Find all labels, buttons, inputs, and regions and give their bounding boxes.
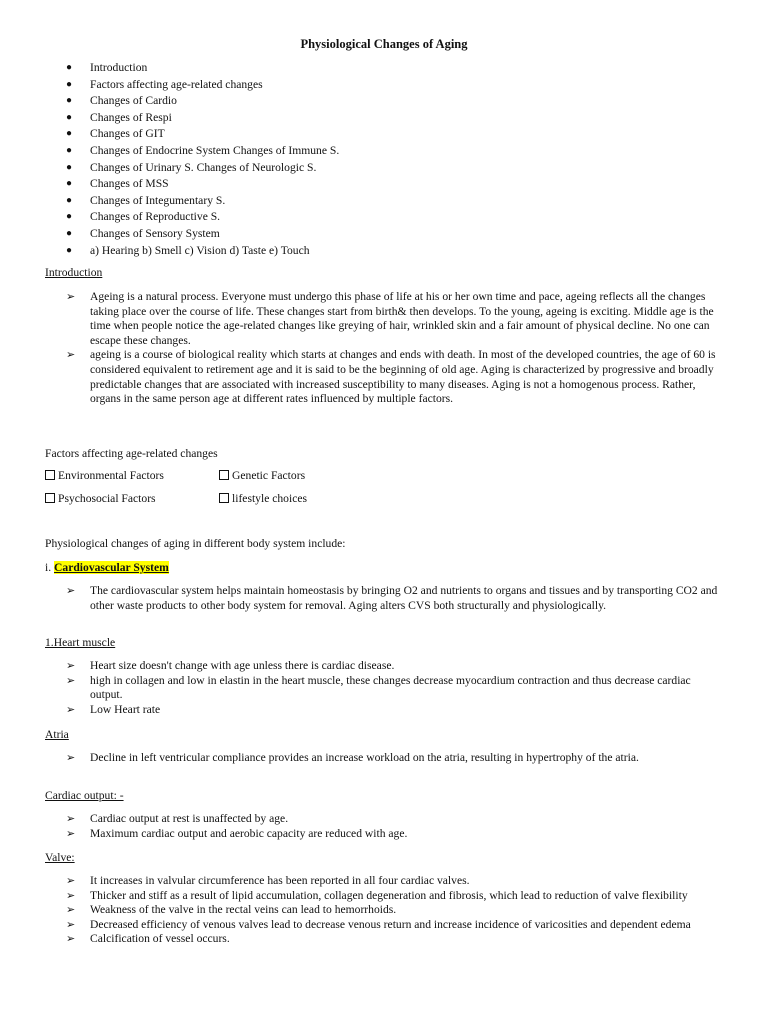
list-item: ➢ The cardiovascular system helps maintain homeostasis by bringing O2 and nutrients to organs and tissues and by transporting CO2 and other waste products to other body system for removal. Aging alters CVS both structurally and physiologically. [66, 584, 718, 612]
list-item: ● Changes of MSS [66, 176, 716, 193]
bullet-icon: ● [66, 144, 73, 156]
list-item: ➢ high in collagen and low in elastin in the heart muscle, these changes decrease myocardium contraction and thus decrease cardiac output. [66, 673, 691, 702]
systems-intro: Physiological changes of aging in different body system include: [45, 537, 346, 550]
list-item: ➢ Weakness of the valve in the rectal veins can lead to hemorrhoids. [66, 903, 397, 917]
list-item: ➢ Heart size doesn't change with age unless there is cardiac disease. [66, 659, 395, 672]
arrow-bullet-icon: ➢ [66, 918, 76, 931]
factor-item: Genetic Factors [219, 469, 305, 483]
arrow-bullet-icon: ➢ [66, 904, 76, 917]
valve-list [66, 874, 726, 947]
list-item: ● Changes of GIT [66, 126, 716, 143]
factor-item: Environmental Factors [45, 469, 164, 483]
list-item: ➢ Cardiac output at rest is unaffected by age. [66, 812, 289, 825]
bullet-icon: ● [66, 128, 73, 140]
bullet-icon: ● [66, 78, 73, 90]
heart-muscle-heading: 1.Heart muscle [45, 636, 116, 649]
list-item: ➢ Decreased efficiency of venous valves lead to decrease venous return and increase incidence of varicosities and dependent edema [66, 917, 691, 931]
atria-heading: Atria [45, 728, 69, 741]
arrow-bullet-icon: ➢ [66, 291, 76, 303]
bullet-icon: ● [66, 161, 73, 173]
list-item: ● Factors affecting age-related changes [66, 77, 716, 94]
bullet-icon: ● [66, 62, 73, 73]
list-item: ● Changes of Sensory System [66, 226, 716, 243]
arrow-bullet-icon: ➢ [66, 703, 76, 716]
cardiac-output-list [66, 812, 726, 841]
heart-muscle-list [66, 659, 726, 717]
intro-paragraphs [66, 290, 726, 407]
checkbox-icon [219, 493, 229, 503]
arrow-bullet-icon: ➢ [66, 585, 76, 597]
section-heading-introduction: Introduction [45, 266, 103, 279]
bullet-icon: ● [66, 211, 73, 223]
factor-item: lifestyle choices [219, 492, 307, 506]
bullet-icon: ● [66, 194, 73, 206]
list-item: ● Changes of Cardio [66, 93, 716, 110]
atria-list [66, 751, 726, 766]
cardiac-output-heading: Cardiac output: - [45, 789, 124, 802]
factors-heading: Factors affecting age-related changes [45, 447, 218, 460]
list-item: ➢ Decline in left ventricular compliance provides an increase workload on the atria, resulting in hypertrophy of the atria. [66, 751, 639, 764]
outline-list [66, 60, 716, 259]
list-item: ● Changes of Respi [66, 110, 716, 127]
list-item: ➢ Low Heart rate [66, 702, 161, 716]
list-item: ● Changes of Urinary S. Changes of Neurologic S. [66, 160, 716, 177]
bullet-icon: ● [66, 178, 73, 190]
list-item: ● Changes of Integumentary S. [66, 193, 716, 210]
list-item: ➢ Calcification of vessel occurs. [66, 932, 230, 946]
list-item: ➢ Ageing is a natural process. Everyone must undergo this phase of life at his or her own time and pace, ageing reflects all the changes taking place over the course of life. These changes start from birth& then develops. To the young, ageing is exciting. Middle age is the time when people notice the age-related changes like greying of hair, wrinkled skin and a fair amount of physical decline. No one can escape these changes. [66, 290, 714, 347]
valve-heading: Valve: [45, 851, 75, 864]
list-item: ➢ ageing is a course of biological reality which starts at changes and ends with death. In most of the developed countries, the age of 60 is considered equivalent to retirement age and it is said to be the beginning of old age. Aging is characterized by progressive and broadly predictable changes that are associated with increased susceptibility to many diseases. Aging is not a homogenous process. Rather, organs in the same person age at different rates influenced by multiple factors. [66, 348, 716, 406]
bullet-icon: ● [66, 244, 73, 256]
arrow-bullet-icon: ➢ [66, 889, 76, 902]
arrow-bullet-icon: ➢ [66, 933, 76, 946]
checkbox-icon [45, 493, 55, 503]
factor-item: Psychosocial Factors [45, 492, 156, 506]
cardio-heading: i. Cardiovascular System [45, 561, 169, 574]
bullet-icon: ● [66, 227, 73, 239]
bullet-icon: ● [66, 111, 73, 123]
arrow-bullet-icon: ➢ [66, 875, 76, 887]
arrow-bullet-icon: ➢ [66, 827, 76, 840]
list-item: ● Changes of Reproductive S. [66, 209, 716, 226]
document-title: Physiological Changes of Aging [300, 37, 468, 51]
arrow-bullet-icon: ➢ [66, 752, 76, 764]
list-item: ● a) Hearing b) Smell c) Vision d) Taste e) Touch [66, 243, 716, 260]
bullet-icon: ● [66, 95, 73, 107]
list-item: ➢ Thicker and stiff as a result of lipid accumulation, collagen degeneration and fibrosis, which lead to reduction of valve flexibility [66, 888, 688, 902]
arrow-bullet-icon: ➢ [66, 813, 76, 825]
checkbox-icon [45, 470, 55, 480]
checkbox-icon [219, 470, 229, 480]
list-item: ● Introduction [66, 60, 716, 77]
list-item: ➢ It increases in valvular circumference has been reported in all four cardiac valves. [66, 874, 470, 887]
arrow-bullet-icon: ➢ [66, 660, 76, 672]
arrow-bullet-icon: ➢ [66, 349, 76, 362]
list-item: ➢ Maximum cardiac output and aerobic capacity are reduced with age. [66, 826, 408, 840]
cardio-paragraph [66, 584, 726, 613]
list-item: ● Changes of Endocrine System Changes of Immune S. [66, 143, 716, 160]
arrow-bullet-icon: ➢ [66, 674, 76, 687]
